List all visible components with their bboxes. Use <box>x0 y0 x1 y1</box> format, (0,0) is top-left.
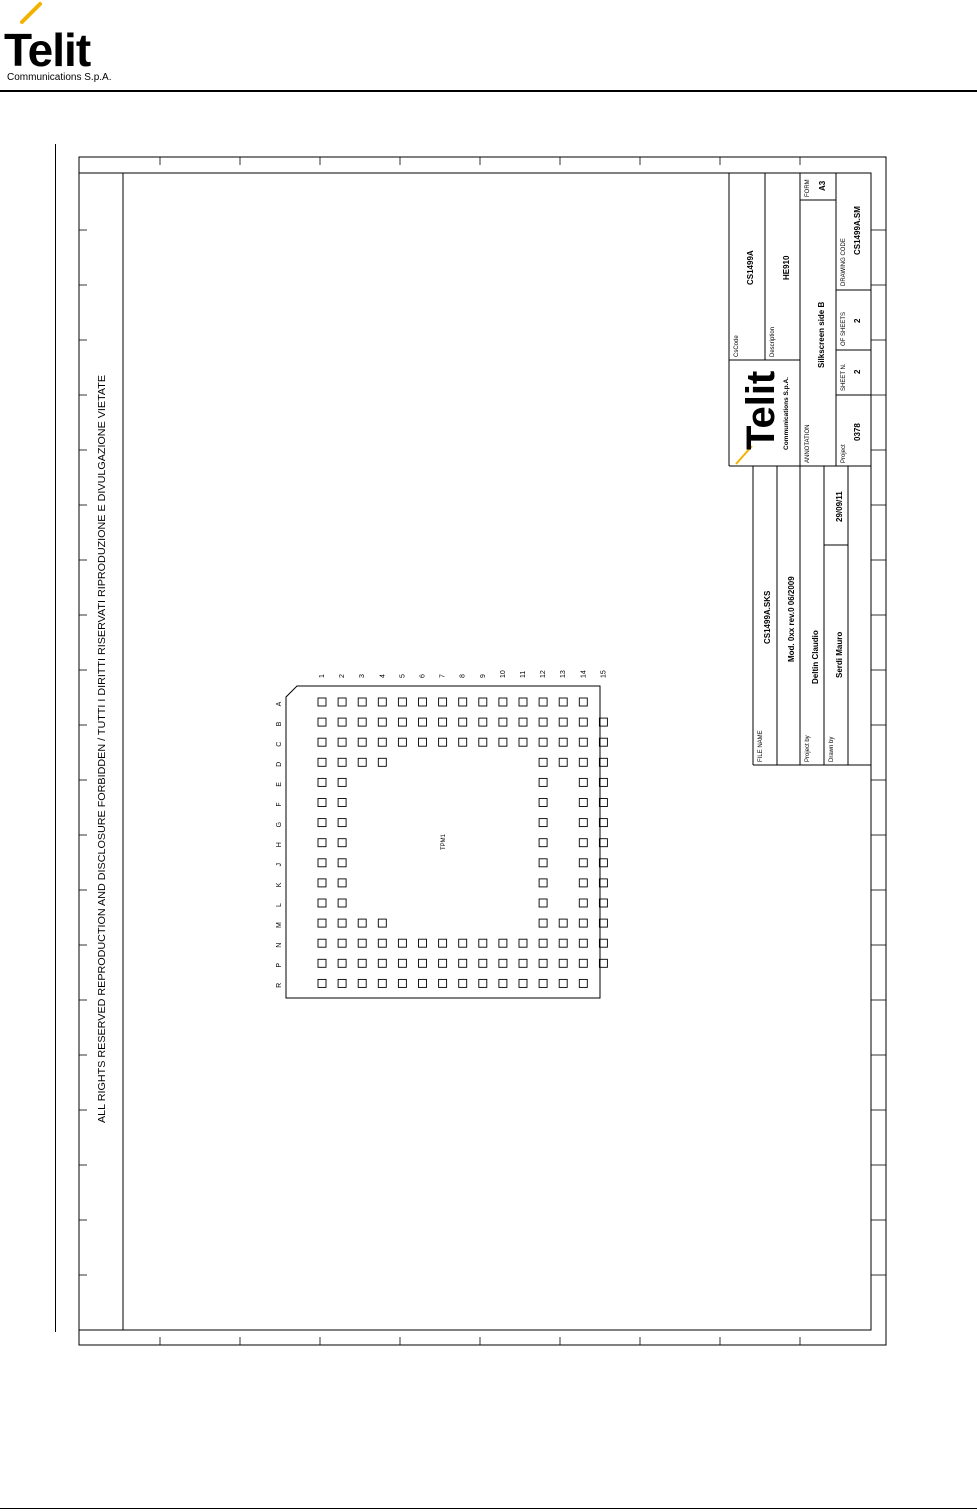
pad-B15 <box>599 718 607 726</box>
column-label-9: 9 <box>479 674 487 678</box>
form-value: A3 <box>818 180 827 191</box>
template-value: Mod. 0xx rev.0 06/2009 <box>787 576 796 662</box>
pad-M4 <box>378 919 386 927</box>
pad-R7 <box>439 979 447 987</box>
pad-R14 <box>579 979 587 987</box>
pad-M2 <box>338 919 346 927</box>
pad-M14 <box>579 919 587 927</box>
pad-C10 <box>499 738 507 746</box>
pad-N5 <box>398 939 406 947</box>
pad-P12 <box>539 959 547 967</box>
pad-C1 <box>318 738 326 746</box>
pad-N2 <box>338 939 346 947</box>
pad-G15 <box>599 819 607 827</box>
pad-B9 <box>479 718 487 726</box>
file-name-value: CS1499A.SKS <box>763 590 772 644</box>
pad-P15 <box>599 959 607 967</box>
component-center-label: TPM1 <box>441 833 447 850</box>
border-notice: ALL RIGHTS RESERVED REPRODUCTION AND DISCLOSURE FORBIDDEN / TUTTI I DIRITTI RISERVATI RIPRODUZIONE E DIVULGAZIONE VIETATE <box>96 393 108 1123</box>
date-value: 29/09/11 <box>835 491 844 522</box>
pad-F14 <box>579 799 587 807</box>
row-label-J: J <box>276 863 283 867</box>
pad-C11 <box>519 738 527 746</box>
pad-P5 <box>398 959 406 967</box>
pad-B12 <box>539 718 547 726</box>
pad-A5 <box>398 698 406 706</box>
file-name-label: FILE NAME <box>758 730 764 762</box>
pad-E14 <box>579 778 587 786</box>
pad-B1 <box>318 718 326 726</box>
row-label-A: A <box>276 701 283 707</box>
pad-P13 <box>559 959 567 967</box>
row-label-F: F <box>276 802 283 807</box>
pad-A13 <box>559 698 567 706</box>
pad-R4 <box>378 979 386 987</box>
pad-E1 <box>318 778 326 786</box>
pad-L14 <box>579 899 587 907</box>
pad-J2 <box>338 859 346 867</box>
pad-N13 <box>559 939 567 947</box>
pad-P11 <box>519 959 527 967</box>
description-value: HE910 <box>782 255 791 280</box>
footer-rule <box>0 1508 977 1509</box>
pad-C6 <box>419 738 427 746</box>
pad-D13 <box>559 758 567 766</box>
pad-N4 <box>378 939 386 947</box>
pad-A14 <box>579 698 587 706</box>
pad-B2 <box>338 718 346 726</box>
row-label-L: L <box>276 903 283 907</box>
column-labels <box>319 670 607 678</box>
pad-P4 <box>378 959 386 967</box>
pad-N9 <box>479 939 487 947</box>
row-label-E: E <box>276 782 283 787</box>
pad-R9 <box>479 979 487 987</box>
pad-F1 <box>318 799 326 807</box>
pad-H12 <box>539 839 547 847</box>
pad-M3 <box>358 919 366 927</box>
pad-B8 <box>459 718 467 726</box>
title-block <box>729 173 871 765</box>
pad-M15 <box>599 919 607 927</box>
pad-M13 <box>559 919 567 927</box>
svg-text:Telit: Telit <box>739 370 783 450</box>
pad-grid <box>318 698 607 987</box>
pad-P6 <box>419 959 427 967</box>
pad-D3 <box>358 758 366 766</box>
pad-G1 <box>318 819 326 827</box>
project-label: Project <box>841 444 847 463</box>
cscode-label: CsCode <box>734 335 740 357</box>
row-label-M: M <box>276 922 283 929</box>
row-label-G: G <box>276 821 283 828</box>
column-label-15: 15 <box>600 670 608 678</box>
pad-C3 <box>358 738 366 746</box>
pad-G2 <box>338 819 346 827</box>
pad-A12 <box>539 698 547 706</box>
pad-L1 <box>318 899 326 907</box>
annotation-label: ANNOTATION <box>805 424 811 463</box>
column-label-2: 2 <box>339 674 347 678</box>
pad-H14 <box>579 839 587 847</box>
logo-wordmark: Telit <box>4 24 91 76</box>
pad-M12 <box>539 919 547 927</box>
column-label-7: 7 <box>439 674 447 678</box>
pad-L15 <box>599 899 607 907</box>
sheet-label: SHEET N. <box>841 363 847 391</box>
column-label-3: 3 <box>359 674 367 678</box>
pad-P3 <box>358 959 366 967</box>
svg-text:Communications S.p.A.: Communications S.p.A. <box>783 377 790 450</box>
pad-R6 <box>419 979 427 987</box>
pad-K14 <box>579 879 587 887</box>
pad-C4 <box>378 738 386 746</box>
pad-F15 <box>599 799 607 807</box>
pad-B13 <box>559 718 567 726</box>
pad-R10 <box>499 979 507 987</box>
pad-P1 <box>318 959 326 967</box>
pad-A6 <box>419 698 427 706</box>
column-label-10: 10 <box>499 670 507 678</box>
logo-subtext: Communications S.p.A. <box>7 72 112 83</box>
pad-A7 <box>439 698 447 706</box>
pad-B11 <box>519 718 527 726</box>
pad-R8 <box>459 979 467 987</box>
pad-N11 <box>519 939 527 947</box>
pad-P8 <box>459 959 467 967</box>
pad-B14 <box>579 718 587 726</box>
pad-H15 <box>599 839 607 847</box>
pad-J15 <box>599 859 607 867</box>
annotation-value: Silkscreen side B <box>817 301 826 368</box>
pad-P7 <box>439 959 447 967</box>
pad-A4 <box>378 698 386 706</box>
row-labels <box>276 701 283 988</box>
column-label-5: 5 <box>399 674 407 678</box>
pad-B6 <box>419 718 427 726</box>
pad-L12 <box>539 899 547 907</box>
pad-M1 <box>318 919 326 927</box>
pad-A8 <box>459 698 467 706</box>
pad-H1 <box>318 839 326 847</box>
pad-A1 <box>318 698 326 706</box>
pad-A2 <box>338 698 346 706</box>
pad-R5 <box>398 979 406 987</box>
pad-R1 <box>318 979 326 987</box>
row-label-R: R <box>276 982 283 988</box>
pad-P9 <box>479 959 487 967</box>
pad-G12 <box>539 819 547 827</box>
column-label-8: 8 <box>459 674 467 678</box>
pad-J12 <box>539 859 547 867</box>
pad-E12 <box>539 778 547 786</box>
pad-N3 <box>358 939 366 947</box>
row-label-C: C <box>276 741 283 747</box>
pad-D14 <box>579 758 587 766</box>
row-label-P: P <box>276 962 283 968</box>
column-label-13: 13 <box>560 670 568 678</box>
pad-D12 <box>539 758 547 766</box>
pad-C15 <box>599 738 607 746</box>
pad-J1 <box>318 859 326 867</box>
pad-R11 <box>519 979 527 987</box>
of-sheets-label: OF SHEETS <box>841 311 847 346</box>
pad-B7 <box>439 718 447 726</box>
pad-N7 <box>439 939 447 947</box>
pad-C2 <box>338 738 346 746</box>
pad-N1 <box>318 939 326 947</box>
pad-A10 <box>499 698 507 706</box>
pad-P2 <box>338 959 346 967</box>
row-label-B: B <box>276 721 283 727</box>
pad-D2 <box>338 758 346 766</box>
pad-N14 <box>579 939 587 947</box>
pad-E15 <box>599 778 607 786</box>
pad-A3 <box>358 698 366 706</box>
pad-B10 <box>499 718 507 726</box>
pad-N10 <box>499 939 507 947</box>
pad-B3 <box>358 718 366 726</box>
pad-E2 <box>338 778 346 786</box>
drawing-code-label: DRAWING CODE <box>841 238 847 286</box>
pad-K2 <box>338 879 346 887</box>
pad-F12 <box>539 799 547 807</box>
project-by-value: Deltin Claudio <box>811 630 820 684</box>
pad-K15 <box>599 879 607 887</box>
column-label-6: 6 <box>419 674 427 678</box>
pad-R13 <box>559 979 567 987</box>
row-label-K: K <box>276 882 283 888</box>
column-label-11: 11 <box>520 670 527 678</box>
pad-J14 <box>579 859 587 867</box>
row-label-H: H <box>276 842 283 848</box>
pad-C5 <box>398 738 406 746</box>
title-block-logo <box>736 371 790 464</box>
project-value: 0378 <box>853 423 862 441</box>
pad-L2 <box>338 899 346 907</box>
description-label: Description <box>770 326 776 357</box>
pad-G14 <box>579 819 587 827</box>
pad-C9 <box>479 738 487 746</box>
pad-D15 <box>599 758 607 766</box>
column-label-1: 1 <box>319 674 326 678</box>
pad-K1 <box>318 879 326 887</box>
pad-R12 <box>539 979 547 987</box>
pad-N6 <box>419 939 427 947</box>
form-label: FORM <box>805 179 811 197</box>
cscode-value: CS1499A <box>746 250 755 285</box>
column-label-12: 12 <box>540 670 548 678</box>
pad-C13 <box>559 738 567 746</box>
pad-R2 <box>338 979 346 987</box>
pad-N15 <box>599 939 607 947</box>
pad-D1 <box>318 758 326 766</box>
pad-C7 <box>439 738 447 746</box>
pad-A9 <box>479 698 487 706</box>
pad-C12 <box>539 738 547 746</box>
of-sheets-value: 2 <box>853 318 862 323</box>
pad-R3 <box>358 979 366 987</box>
drawing-code-value: CS1499A.SM <box>853 206 862 255</box>
pad-C8 <box>459 738 467 746</box>
pad-B5 <box>398 718 406 726</box>
pad-B4 <box>378 718 386 726</box>
pad-D4 <box>378 758 386 766</box>
pad-F2 <box>338 799 346 807</box>
row-label-D: D <box>276 761 283 767</box>
pad-P14 <box>579 959 587 967</box>
drawn-by-value: Serdi Mauro <box>835 631 844 678</box>
pad-P10 <box>499 959 507 967</box>
column-label-14: 14 <box>580 670 588 678</box>
pad-K12 <box>539 879 547 887</box>
sheet-value: 2 <box>853 369 862 374</box>
row-label-N: N <box>276 942 283 948</box>
column-label-4: 4 <box>379 674 387 678</box>
pad-C14 <box>579 738 587 746</box>
pad-H2 <box>338 839 346 847</box>
project-by-label: Project by <box>805 735 811 762</box>
drawn-by-label: Drawn by <box>829 736 835 762</box>
pad-N8 <box>459 939 467 947</box>
pad-N12 <box>539 939 547 947</box>
pad-A11 <box>519 698 527 706</box>
